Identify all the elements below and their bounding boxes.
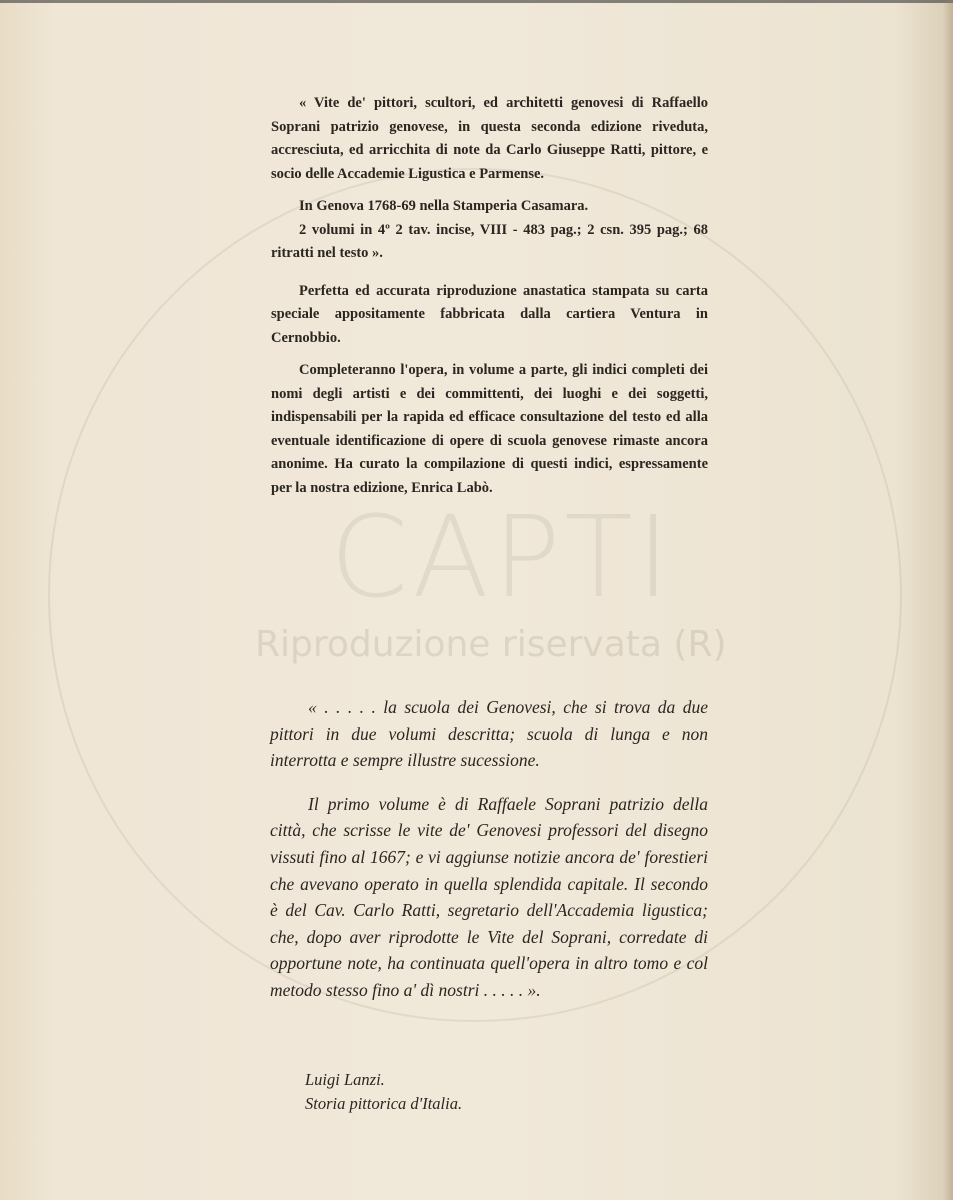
page-edge-shadow	[943, 0, 953, 1200]
watermark-logo: CAPTI	[330, 493, 674, 623]
quote-paragraph-1: « . . . . . la scuola dei Genovesi, che si trova da due pittori in due volumi descritta; scuola di lunga e non interrotta e sempre illustre sucessione.	[270, 697, 708, 771]
reproduction-paragraph: Perfetta ed accurata riproduzione anastatica stampata su carta speciale appositamente fabbricata dalla cartiera Ventura in Cernobbio.	[271, 282, 708, 346]
attribution-work: Storia pittorica d'Italia.	[305, 1094, 463, 1113]
watermark-text: Riproduzione riservata (R)	[255, 624, 727, 665]
quote-paragraph-2: Il primo volume è di Raffaele Soprani patrizio della città, che scrisse le vite de' Genovesi professori del disegno vissuti fino al 1667; e vi aggiunse notizie ancora de' forestieri che avevano operato in quella splendida capitale. Il secondo è del Cav. Carlo Ratti, segretario dell'Accademia ligustica; che, dopo aver riprodotte le Vite del Soprani, corredate di opportune note, ha continuata quell'opera in altro tomo e col metodo stesso fino a' dì nostri . . . . . ».	[270, 793, 708, 1000]
indices-paragraph: Completeranno l'opera, in volume a parte, gli indici completi dei nomi degli artisti e dei committenti, dei luoghi e dei soggetti, indispensabili per la rapida ed efficace consultazione del testo ed alla eventuale identificazione di opere di scuola genovese rimaste ancora anonime. Ha curato la compilazione di questi indici, espressamente per la nostra edizione, Enrica Labò.	[271, 362, 708, 496]
title-paragraph: « Vite de' pittori, scultori, ed architetti genovesi di Raffaello Soprani patrizio genovese, in questa seconda edizione riveduta, accresciuta, ed arricchita di note da Carlo Giuseppe Ratti, pittore, e socio delle Accademie Ligustica e Parmense.	[271, 95, 708, 182]
imprint-line: In Genova 1768-69 nella Stamperia Casamara.	[299, 198, 589, 214]
quote-attribution	[305, 1068, 605, 1116]
attribution-author: Luigi Lanzi.	[305, 1070, 385, 1089]
collation-line: 2 volumi in 4º 2 tav. incise, VIII - 483 pag.; 2 csn. 395 pag.; 68 ritratti nel testo ».	[271, 221, 708, 261]
lanzi-quotation	[270, 694, 708, 1004]
edition-description	[271, 92, 708, 500]
top-border-rule	[0, 0, 953, 3]
